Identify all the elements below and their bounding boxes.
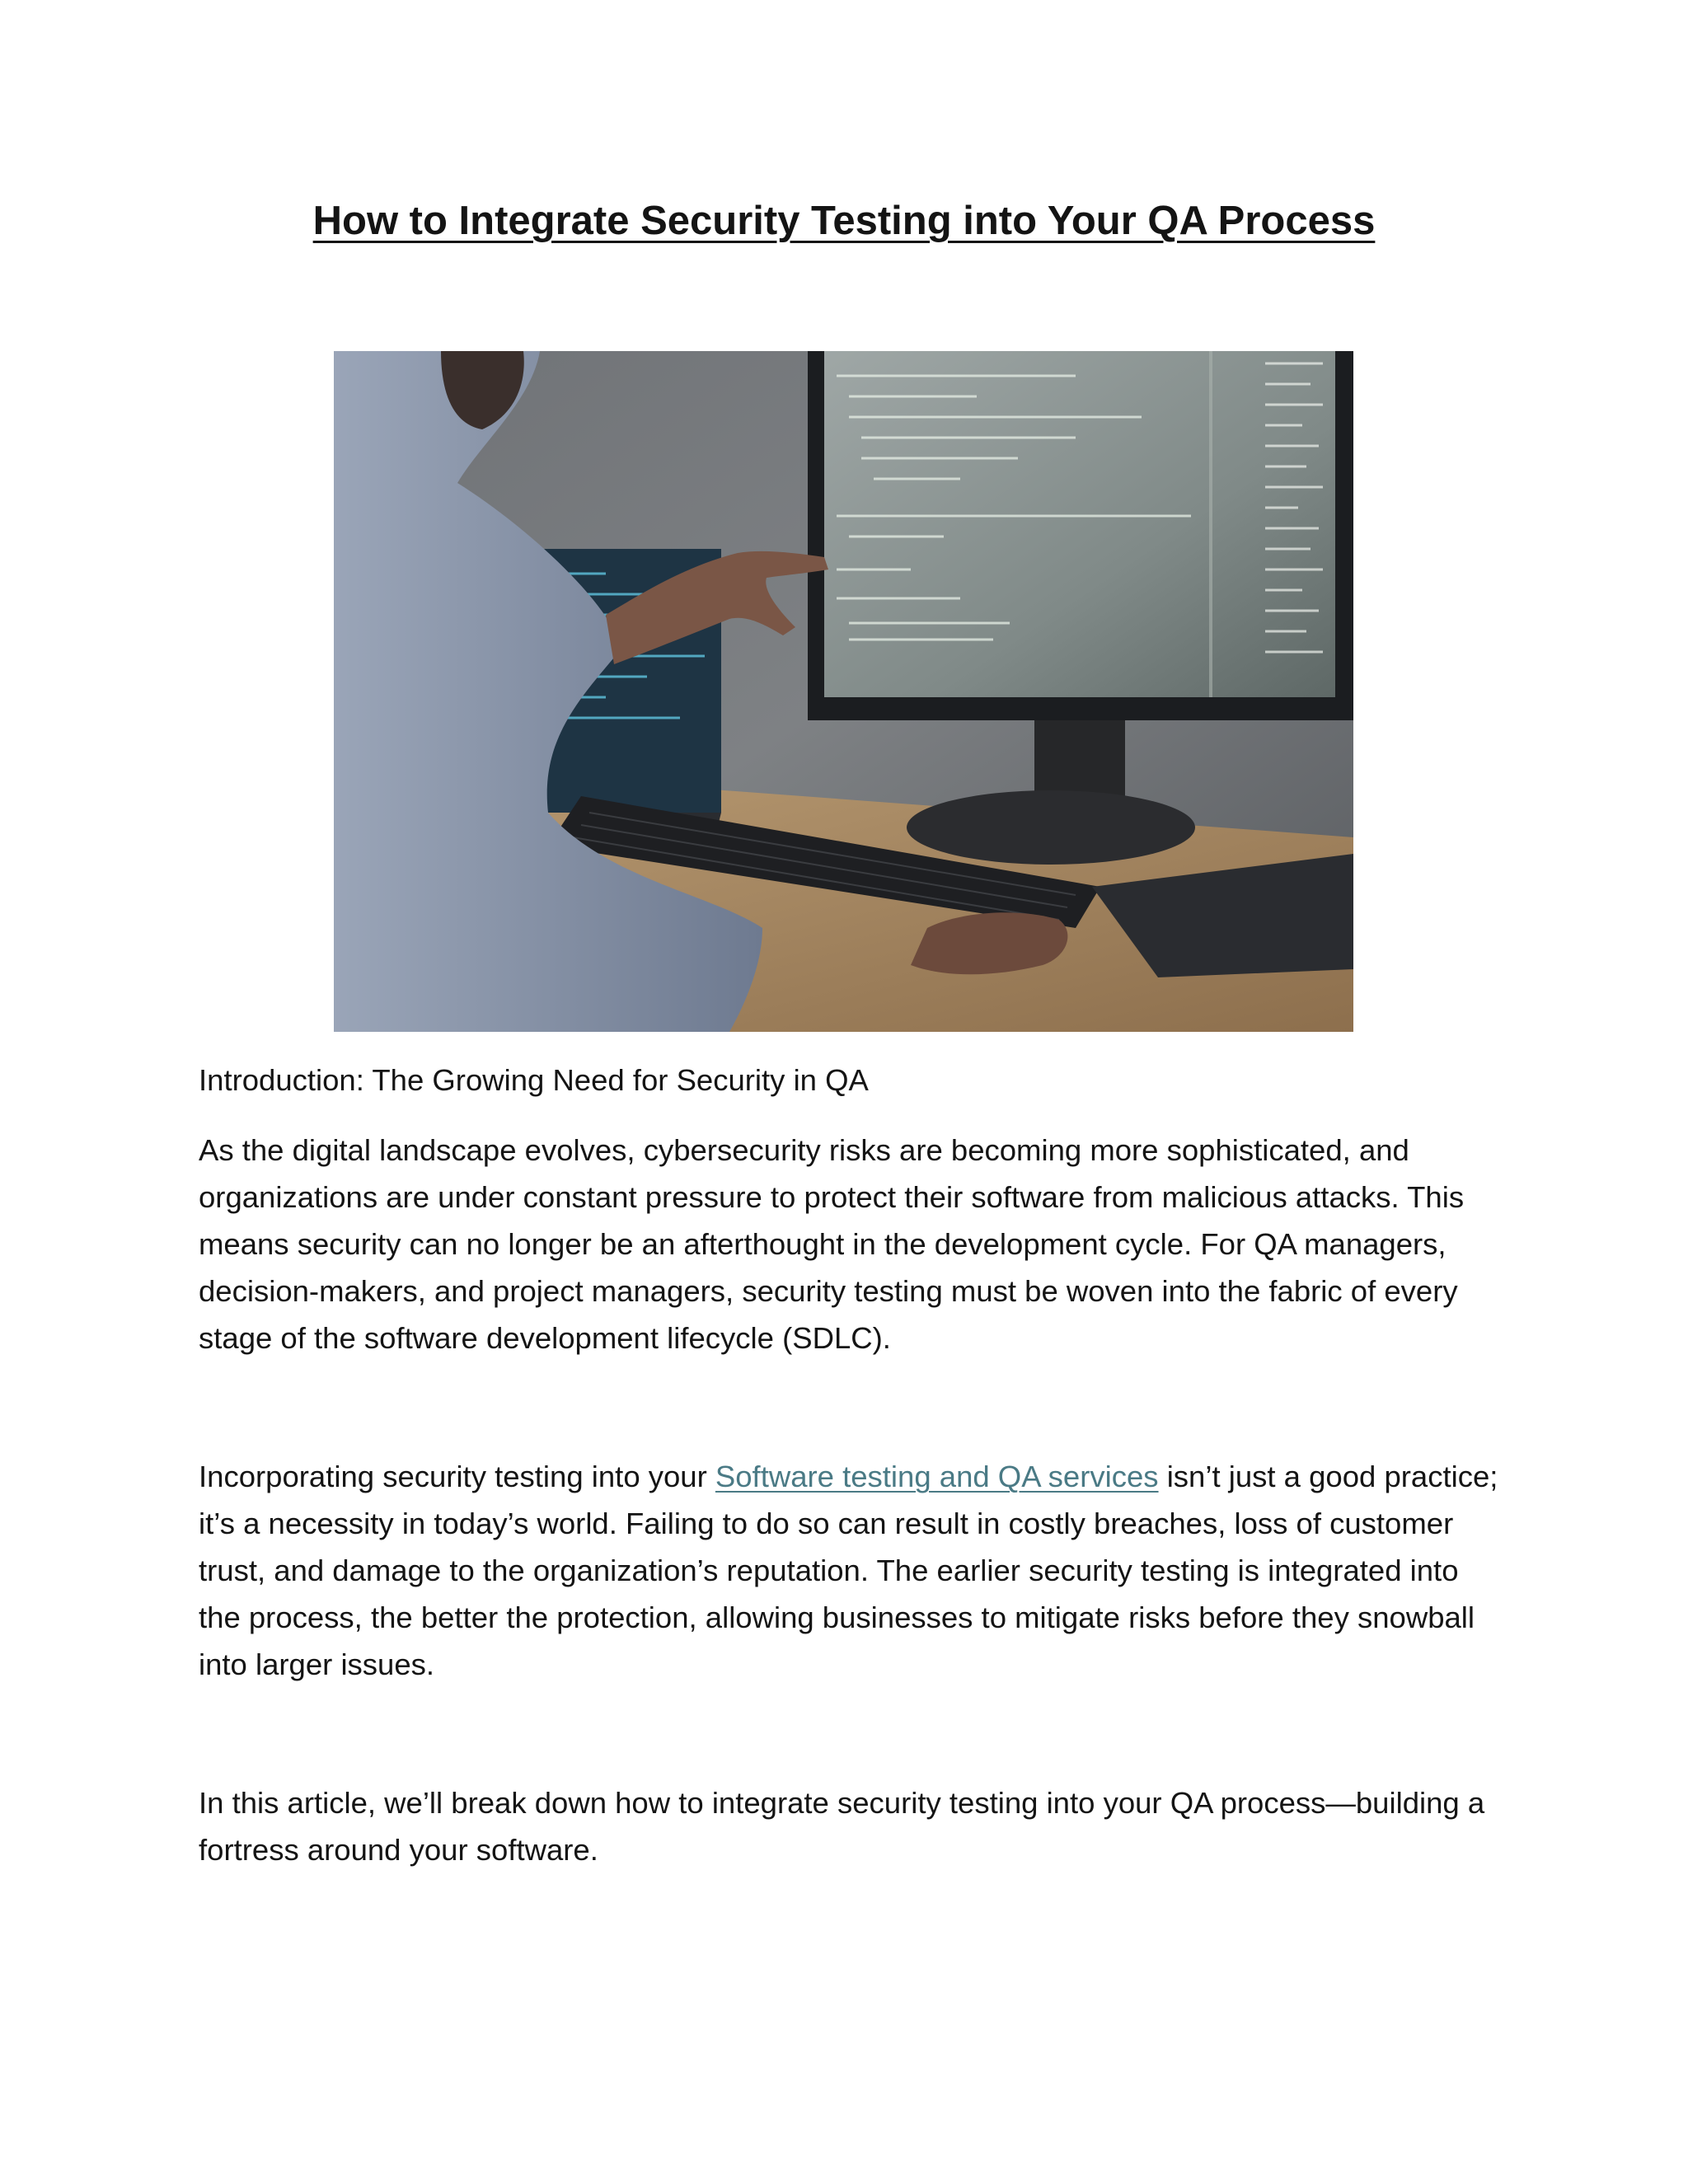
qa-services-link[interactable]: Software testing and QA services xyxy=(715,1460,1159,1493)
article-body xyxy=(199,1057,1501,1873)
paragraph-2 xyxy=(199,1453,1501,1688)
paragraph-2-before-link: Incorporating security testing into your xyxy=(199,1460,715,1493)
page-title: How to Integrate Security Testing into Your QA Process xyxy=(312,199,1376,243)
intro-heading: Introduction: The Growing Need for Security in QA xyxy=(199,1063,869,1097)
paragraph-2-after-link: isn’t just a good practice; it’s a necessity in today’s world. Failing to do so can result in costly breaches, loss of customer trust, and damage to the organization’s reputation. The earlier security testing is integrated into the process, the better the protection, allowing businesses to mitigate risks before they snowball into larger issues. xyxy=(199,1460,1498,1681)
paragraph-1: As the digital landscape evolves, cybersecurity risks are becoming more sophisticated, and organizations are under constant pressure to protect their software from malicious attacks. This means security can no longer be an afterthought in the development cycle. For QA managers, decision-makers, and project managers, security testing must be woven into the fabric of every stage of the software development lifecycle (SDLC). xyxy=(199,1133,1465,1355)
paragraph-3: In this article, we’ll break down how to integrate security testing into your QA process—building a fortress around your software. xyxy=(199,1786,1485,1867)
hero-image xyxy=(334,351,1353,1032)
